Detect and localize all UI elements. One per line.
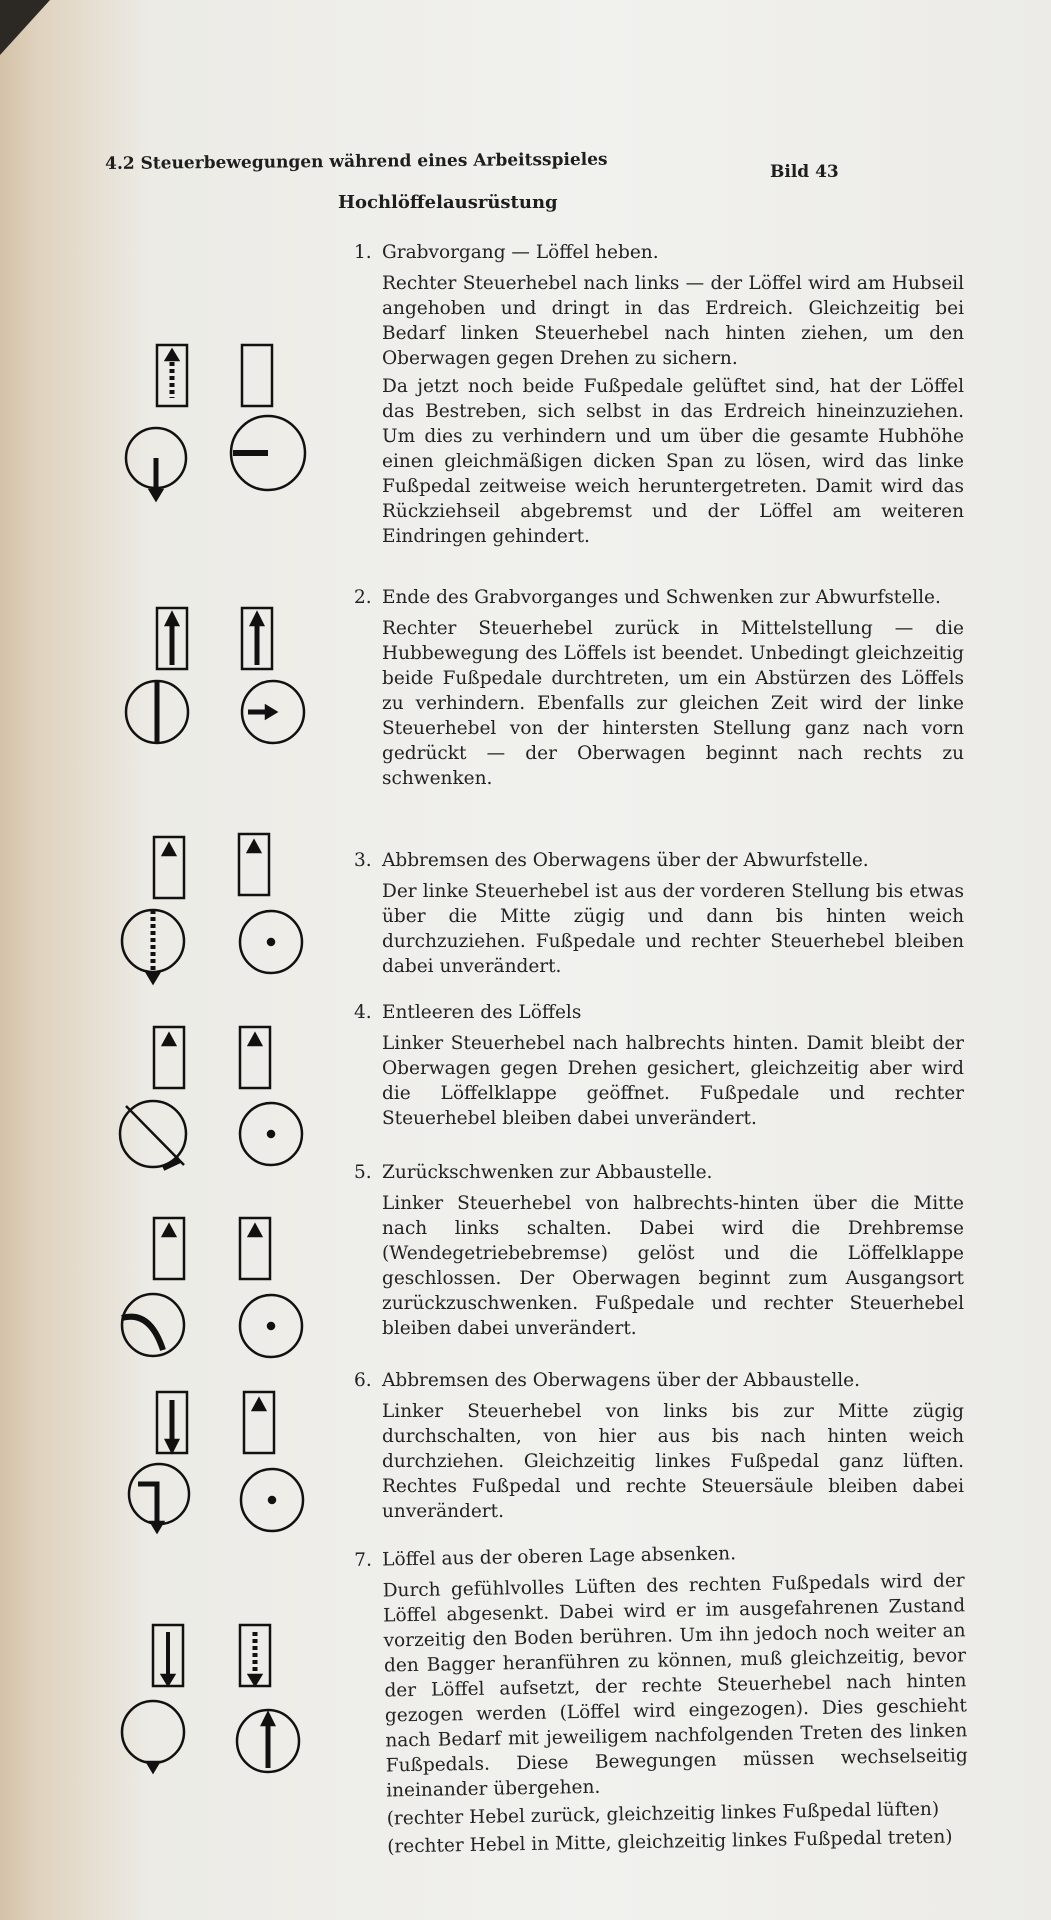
step-number: 3. (354, 850, 372, 871)
right-pedal-dial-icon (231, 416, 305, 490)
left-lever-icon (157, 608, 187, 669)
step-paragraph: (rechter Hebel in Mitte, gleichzeitig linkes Fußpedal treten) (387, 1826, 953, 1858)
step-number: 1. (354, 242, 372, 263)
step-paragraph: Linker Steuerhebel nach halbrechts hinten. Damit bleibt der Oberwagen gegen Drehen gesichert, gleichzeitig aber wird die Löffelklappe geöffnet. Fußpedale und rechter Steuerhebel bleiben dabei unverändert. (382, 1033, 964, 1129)
right-lever-icon (239, 834, 269, 895)
right-lever-icon (240, 1027, 270, 1088)
step-title: Entleeren des Löffels (382, 1002, 582, 1023)
right-pedal-dial-icon (240, 911, 302, 973)
left-pedal-dial-icon (122, 1294, 184, 1356)
section-heading: 4.2 Steuerbewegungen während eines Arbeitsspieles (105, 149, 608, 174)
step-paragraph: (rechter Hebel zurück, gleichzeitig linkes Fußpedal lüften) (386, 1798, 940, 1830)
step-paragraph: Linker Steuerhebel von links bis zur Mitte zügig durchschalten, von hier aus bis nach hinten weich durchziehen. Gleichzeitig linkes Fußpedal ganz lüften. Rechtes Fußpedal und rechte Steuersäule bleiben dabei unverändert. (382, 1401, 964, 1522)
right-pedal-dial-icon (240, 1295, 302, 1357)
step-title: Abbremsen des Oberwagens über der Abbaustelle. (382, 1370, 861, 1391)
figure-label: Bild 43 (770, 162, 839, 182)
left-pedal-dial-icon (126, 428, 186, 500)
right-pedal-dial-icon (240, 1103, 302, 1165)
step-title: Abbremsen des Oberwagens über der Abwurfstelle. (382, 850, 869, 871)
left-pedal-dial-icon (120, 1101, 186, 1168)
left-lever-icon (157, 1392, 187, 1453)
step-number: 6. (354, 1370, 372, 1391)
step-paragraph: Rechter Steuerhebel zurück in Mittelstellung — die Hubbewegung des Löffels ist beendet. Unbedingt gleichzeitig beide Fußpedale durchtreten, um ein Abstürzen des Löffels zu verhindern. Ebenfalls zur gleichen Zeit wird der linke Steuerhebel von der hintersten Stellung ganz nach vorn gedrückt — der Oberwagen beginnt nach rechts zu schwenken. (382, 618, 964, 789)
right-pedal-dial-icon (241, 1469, 303, 1531)
step-paragraph: Durch gefühlvolles Lüften des rechten Fußpedals wird der Löffel abgesenkt. Dabei wird er im ausgefahrenen Zustand vorzeitig den Boden berühren. Um ihn jedoch noch weiter an den Bagger heranführen zu können, muß gleichzeitig, bevor der Löffel aufsetzt, der rechte Steuerhebel nach hinten gezogen werden (Löffel wird eingezogen). Dies geschieht nach Bedarf mit jeweiligem nachfolgenden Treten des linken Fußpedals. Diese Bewegungen müssen wechselseitig ineinander übergehen. (382, 1570, 968, 1802)
step-title: Löffel aus der oberen Lage absenken. (382, 1543, 737, 1571)
right-pedal-dial-icon (237, 1710, 299, 1772)
left-lever-icon (153, 1625, 183, 1686)
left-pedal-dial-icon (129, 1464, 189, 1532)
step-title: Grabvorgang — Löffel heben. (382, 242, 659, 263)
left-pedal-dial-icon (122, 1701, 184, 1772)
left-lever-icon (157, 345, 187, 406)
step-number: 7. (354, 1549, 373, 1571)
left-pedal-dial-icon (126, 681, 188, 743)
left-lever-icon (154, 837, 184, 898)
step-paragraph: Der linke Steuerhebel ist aus der vorderen Stellung bis etwas über die Mitte zügig und dann bis hinten weich durchzuziehen. Fußpedale und rechter Steuerhebel bleiben dabei unverändert. (382, 881, 964, 977)
right-lever-icon (244, 1392, 274, 1453)
step-number: 5. (354, 1162, 372, 1183)
right-lever-icon (240, 1218, 270, 1279)
step-title: Zurückschwenken zur Abbaustelle. (382, 1162, 713, 1183)
page-subtitle: Hochlöffelausrüstung (338, 192, 558, 213)
right-lever-icon (242, 608, 272, 669)
left-lever-icon (154, 1027, 184, 1088)
left-pedal-dial-icon (122, 910, 184, 983)
step-number: 4. (354, 1002, 372, 1023)
step-paragraph: Rechter Steuerhebel nach links — der Löffel wird am Hubseil angehoben und dringt in das Erdreich. Gleichzeitig bei Bedarf linken Steuerhebel nach hinten ziehen, um den Oberwagen gegen Drehen zu sichern. (382, 273, 964, 369)
step-number: 2. (354, 587, 372, 608)
left-lever-icon (154, 1218, 184, 1279)
step-title: Ende des Grabvorganges und Schwenken zur Abwurfstelle. (382, 587, 941, 608)
right-lever-icon (242, 345, 272, 406)
right-pedal-dial-icon (242, 681, 304, 743)
right-lever-icon (240, 1625, 270, 1686)
step-paragraph: Da jetzt noch beide Fußpedale gelüftet sind, hat der Löffel das Bestreben, sich selbst in das Erdreich hineinzuziehen. Um dies zu verhindern und um über die gesamte Hubhöhe einen gleichmäßigen dicken Span zu lösen, wird das linke Fußpedal zeitweise weich heruntergetreten. Damit wird das Rückziehseil abgebremst und der Löffel am weiteren Eindringen gehindert. (382, 376, 964, 547)
step-paragraph: Linker Steuerhebel von halbrechts-hinten über die Mitte nach links schalten. Dabei wird die Drehbremse (Wendegetriebebremse) gelöst und die Löffelklappe geschlossen. Der Oberwagen beginnt zum Ausgangsort zurückzuschwenken. Fußpedale und rechter Steuerhebel bleiben dabei unverändert. (382, 1193, 964, 1339)
